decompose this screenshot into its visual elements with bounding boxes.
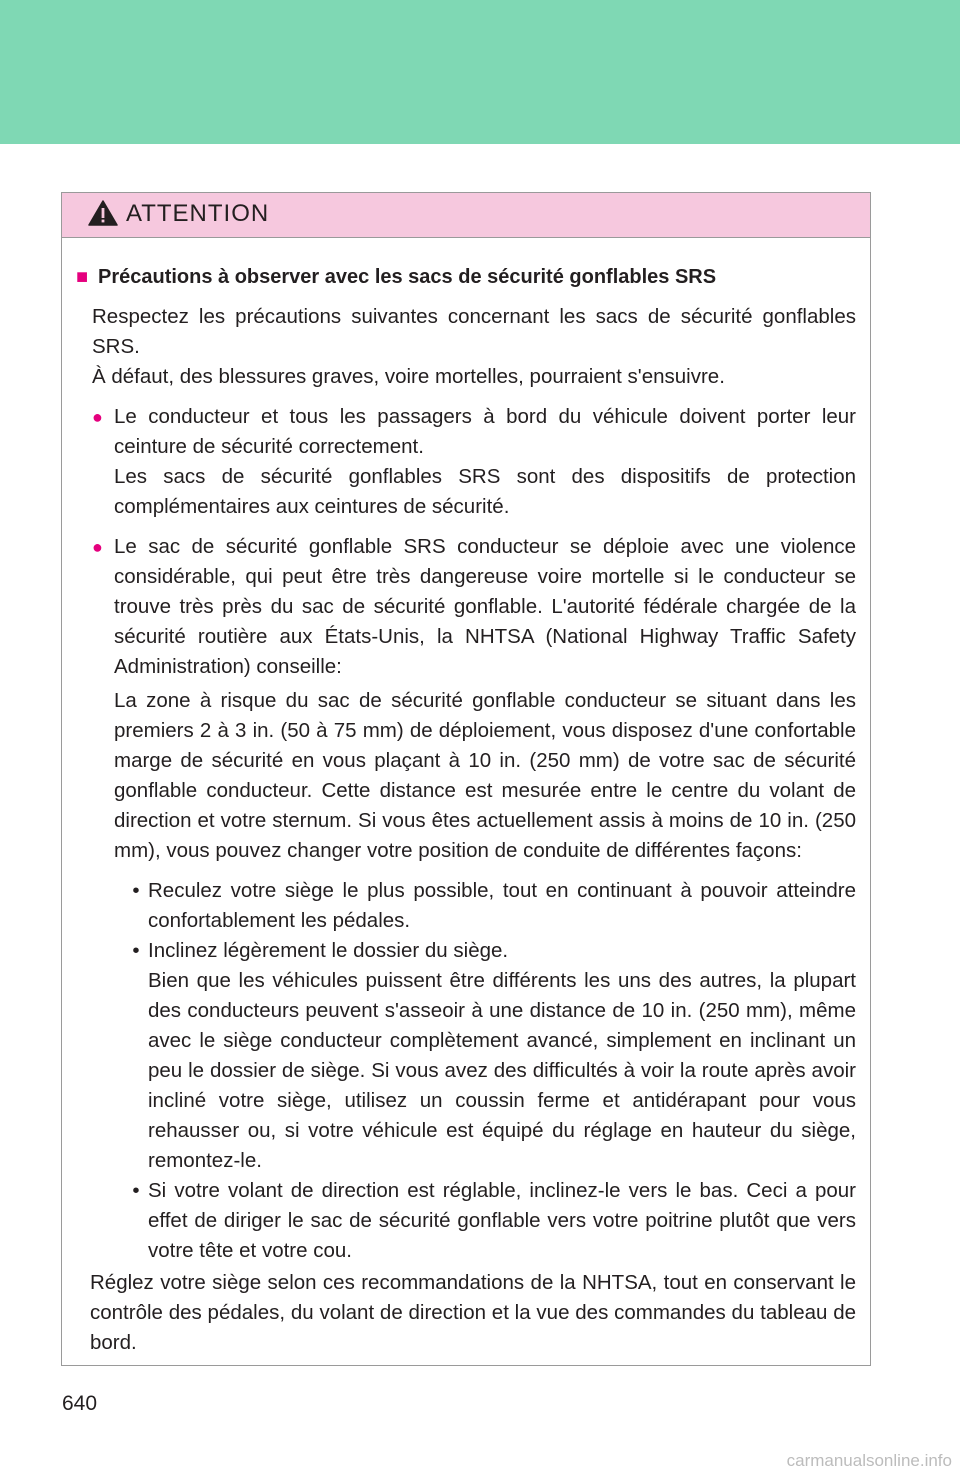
warning-title: ATTENTION	[126, 200, 270, 227]
sub-item-text: Si votre volant de direction est réglable, inclinez-le vers le bas. Ceci a pour effet de diriger le sac de sécurité gonflable vers votre poitrine plutôt que vers votre tête et votre cou.	[148, 1179, 856, 1262]
bullet-item	[76, 402, 856, 522]
circle-bullet-icon: ●	[92, 407, 103, 427]
intro-paragraph: Respectez les précautions suivantes concernant les sacs de sécurité gonflables SRS. À défaut, des blessures graves, voire mortelles, pourraient s'ensuivre.	[92, 305, 856, 388]
warning-triangle-icon	[88, 200, 118, 226]
circle-bullet-icon: ●	[92, 537, 103, 557]
sub-item	[114, 936, 856, 1176]
bullet-text: Le conducteur et tous les passagers à bord du véhicule doivent porter leur ceinture de sécurité correctement. Les sacs de sécurité gonflables SRS sont des dispositifs de protection complémentaires aux ceintures de sécurité.	[114, 405, 856, 518]
dot-bullet-icon: •	[132, 879, 140, 902]
top-color-band	[0, 0, 960, 144]
closing-paragraph: Réglez votre siège selon ces recommandations de la NHTSA, tout en conservant le contrôle des pédales, du volant de direction et la vue des commandes du tableau de bord.	[90, 1271, 856, 1354]
sub-item	[114, 876, 856, 936]
warning-body	[62, 238, 870, 1358]
sub-item-list	[76, 876, 856, 1266]
dot-bullet-icon: •	[132, 1179, 140, 1202]
bullet-item	[76, 532, 856, 682]
nhtsa-paragraph: La zone à risque du sac de sécurité gonflable conducteur se situant dans les premiers 2 à 3 in. (50 à 75 mm) de déploiement, vous disposez d'une confortable marge de sécurité en vous plaçant à 10 in. (250 mm) de votre sac de sécurité gonflable conducteur. Cette distance est mesurée entre le centre du volant de direction et votre sternum. Si vous êtes actuellement assis à moins de 10 in. (250 mm), vous pouvez changer votre position de conduite de différentes façons:	[114, 689, 856, 862]
section-heading	[76, 262, 856, 292]
square-bullet-icon: ■	[76, 266, 89, 288]
bullet-text: Le sac de sécurité gonflable SRS conducteur se déploie avec une violence considérable, qui peut être très dangereuse voire mortelle si le conducteur se trouve très près du sac de sécurité gonflable. L'autorité fédérale chargée de la sécurité routière aux États-Unis, la NHTSA (National Highway Traffic Safety Administration) conseille:	[114, 535, 856, 678]
sub-item-text: Reculez votre siège le plus possible, tout en continuant à pouvoir atteindre confortablement les pédales.	[148, 879, 856, 932]
sub-item	[114, 1176, 856, 1266]
section-title: Précautions à observer avec les sacs de sécurité gonflables SRS	[98, 266, 717, 288]
page-number: 640	[62, 1392, 98, 1415]
sub-item-text: Inclinez légèrement le dossier du siège. Bien que les véhicules puissent être différents les uns des autres, la plupart des conducteurs peuvent s'asseoir à une distance de 10 in. (250 mm), même avec le siège conducteur complètement avancé, simplement en inclinant un peu le dossier de siège. Si vous avez des difficultés à voir la route après avoir incliné votre siège, utilisez un coussin ferme et antidérapant pour vous rehausser ou, si votre véhicule est équipé du réglage en hauteur du siège, remontez-le.	[148, 939, 856, 1172]
warning-box	[61, 192, 871, 1366]
warning-header	[62, 193, 870, 238]
dot-bullet-icon: •	[132, 939, 140, 962]
watermark-text: carmanualsonline.info	[786, 1451, 952, 1470]
